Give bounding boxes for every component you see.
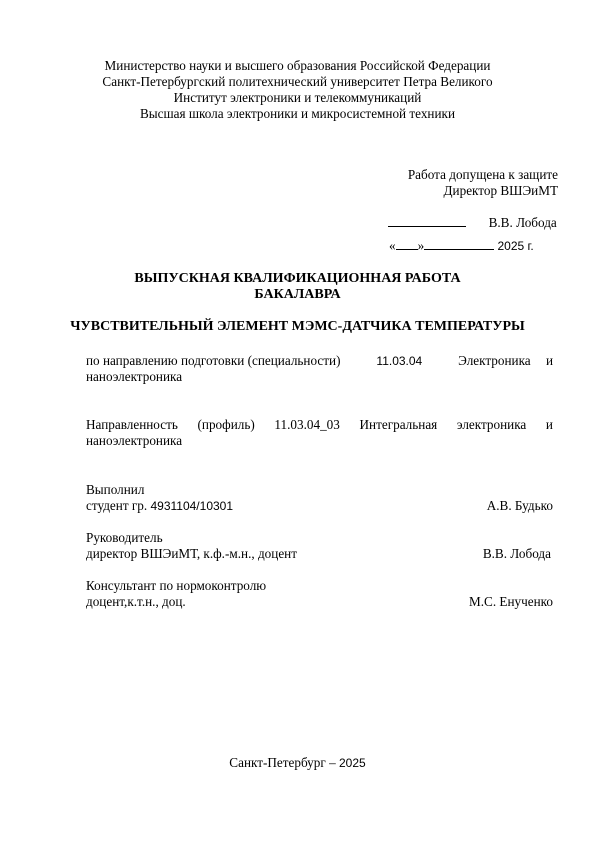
consultant-role: доцент,к.т.н., доц. [86, 594, 186, 609]
performer-group: 4931104/10301 [150, 499, 234, 513]
approval-year: 2025 г. [497, 239, 534, 253]
direction-suffix: Электроника и [458, 353, 553, 368]
work-type-title: ВЫПУСКНАЯ КВАЛИФИКАЦИОННАЯ РАБОТА [134, 271, 461, 286]
consultant-name: М.С. Енученко [469, 594, 553, 609]
date-quote-close: » [417, 238, 425, 253]
institute-line: Институт электроники и телекоммуникаций [173, 90, 422, 105]
director-name: В.В. Лобода [488, 215, 557, 230]
degree-title: БАКАЛАВРА [254, 287, 341, 302]
supervisor-role: директор ВШЭиМТ, к.ф.-м.н., доцент [86, 546, 297, 561]
day-blank [396, 238, 418, 250]
consultant-row [86, 594, 553, 610]
footer-city: Санкт-Петербург – [229, 755, 336, 770]
supervisor-label: Руководитель [86, 530, 163, 545]
performer-role [86, 498, 233, 514]
director-signature-row [388, 215, 557, 231]
profile-line-2: наноэлектроника [86, 433, 183, 448]
performer-name: А.В. Будько [486, 498, 553, 513]
footer-city-year [0, 755, 595, 771]
supervisor-name: В.В. Лобода [482, 546, 551, 561]
ministry-line: Министерство науки и высшего образования Российской Федерации [104, 58, 491, 73]
university-line: Санкт-Петербургский политехнический университет Петра Великого [102, 74, 493, 89]
profile-line-1: Направленность (профиль) 11.03.04_03 Интегральная электроника и [86, 417, 553, 432]
approval-line-1: Работа допущена к защите [407, 167, 558, 182]
topic-title: ЧУВСТВИТЕЛЬНЫЙ ЭЛЕМЕНТ МЭМС-ДАТЧИКА ТЕМПЕРАТУРЫ [70, 319, 525, 334]
direction-line-1 [86, 353, 553, 369]
consultant-label: Консультант по нормоконтролю [86, 578, 267, 593]
performer-role-prefix: студент гр. [86, 498, 148, 513]
school-line: Высшая школа электроники и микросистемной техники [139, 106, 456, 121]
supervisor-row [86, 546, 551, 562]
approval-line-2: Директор ВШЭиМТ [443, 183, 558, 198]
direction-prefix: по направлению подготовки (специальности) [86, 353, 341, 368]
performer-row [86, 498, 553, 514]
footer-year: 2025 [338, 756, 366, 770]
month-blank [424, 238, 494, 250]
signature-blank [388, 215, 466, 227]
approval-date-row [389, 238, 534, 254]
direction-code: 11.03.04 [376, 354, 423, 368]
date-quote-open: « [389, 238, 396, 253]
direction-line-2: наноэлектроника [86, 369, 183, 384]
performer-label: Выполнил [86, 482, 145, 497]
